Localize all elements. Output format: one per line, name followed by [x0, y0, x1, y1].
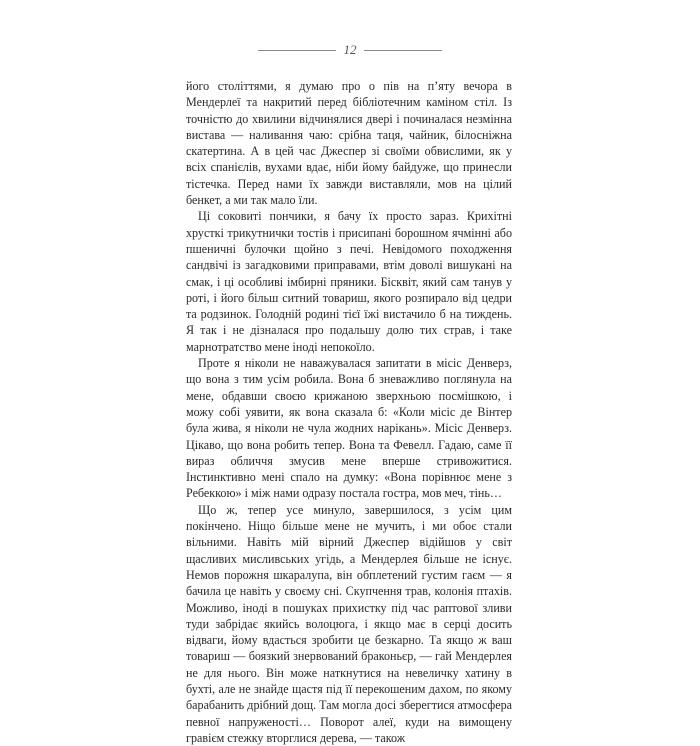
page-header	[250, 40, 450, 70]
paragraph: Проте я ніколи не наважувалася запитати в місіс Денверз, що вона з тим усім робила. Вона б зневажливо поглянула на мене, обдавши своєю крижаною зверхньою посмішкою, і можу собі уявити, як вона сказала б: «Коли місіс де Вінтер була жива, я ніколи не чула жодних нарікань». Місіс Денверз. Цікаво, що вона робить тепер. Вона та Февелл. Гадаю, саме її вираз обличчя змусив мене вперше стривожитися. Інстинктивно мені спало на думку: «Вона порівнює мене з Ребеккою» і між нами одразу постала гостра, мов меч, тінь…	[186, 356, 512, 501]
paragraph: Що ж, тепер усе минуло, завершилося, з усім цим покінчено. Ніщо більше мене не мучить, і ми обоє стали вільними. Навіть мій вірний Джеспер відійшов у світ щасливих мисливських угідь, а Мендерлея більше не існує. Немов порожня шкаралупа, він обплетений густим гаєм — я бачила це навіть у своєму сні. Скупчення трав, колонія птахів. Можливо, іноді в пошуках прихистку під час раптової зливи туди забрідає якийсь волоцюга, і якщо має в серці досить відваги, йому вдасться зробити це безкарно. Та якщо ж ваш товариш — боязкий знервований браконьєр, — гай Мендерлея не для нього. Він може наткнутися на невеличку хатину в бухті, але не знайде щастя під її перекошеним дахом, по якому барабанить дрібний дощ. Там могла досі зберегтися атмосфера певної напруженості… Поворот алеї, куди на вимощену гравієм стежку вторглися дерева, — також	[186, 502, 512, 745]
page-number: 12	[343, 42, 357, 57]
paragraph: його століттями, я думаю про о пів на п’яту вечора в Мендерлеї та накритий перед бібліотечним каміном стіл. Із точністю до хвилини відчинялися двері і починалася незмінна вистава — наливання чаю: срібна таця, чайник, білосніжна скатертина. А в цей час Джеспер зі своїми обвислими, як у всіх спанієлів, вухами вдає, ніби йому байдуже, що принесли тістечка. Перед нами їх завжди виставляли, мов на цілий бенкет, а ми так мало їли.	[186, 79, 512, 208]
header-rule-right	[364, 50, 442, 51]
paragraph: Ці соковиті пончики, я бачу їх просто зараз. Крихітні хрусткі трикутнички тостів і присипані борошном ячмінні або пшеничні булочки щойно з печі. Невідомого походження сандвічі із загадковими приправами, втім доволі вишукані на смак, і ці особливі імбирні пряники. Бісквіт, який сам танув у роті, і його більш ситний товариш, якого розпирало від цедри та родзинок. Голодній родині тієї їжі вистачило б на тиждень. Я так і не дізналася про подальшу долю тих страв, і таке марнотратство мене іноді непокоїло.	[186, 209, 512, 354]
body-text	[186, 78, 512, 746]
